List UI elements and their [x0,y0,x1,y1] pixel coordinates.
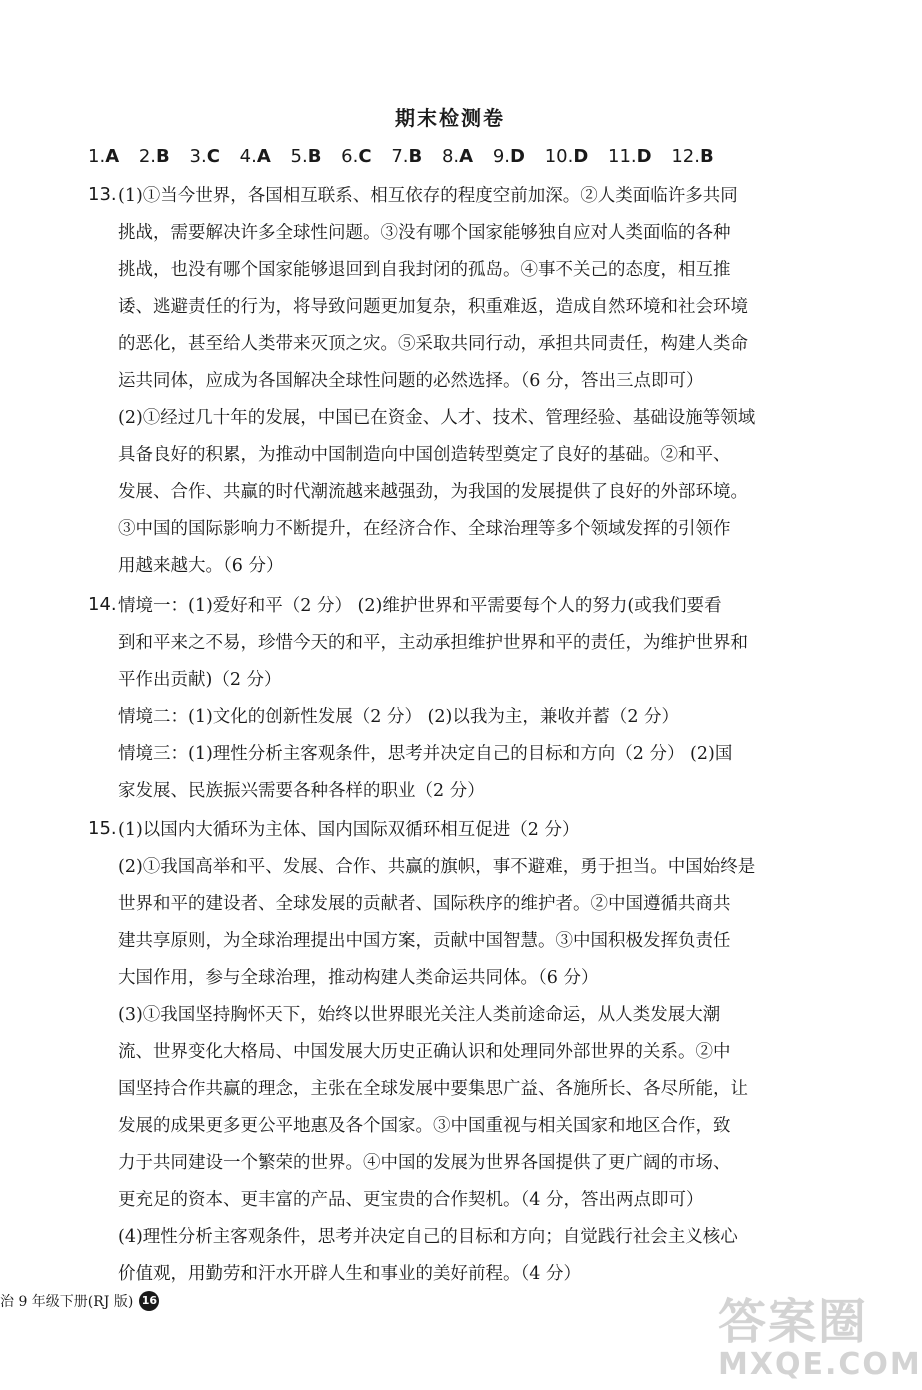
mc-item: 8.A [441,146,474,167]
multiple-choice-answers [88,146,728,167]
mc-item: 3.C [189,146,220,167]
page-number-badge: 16 [139,1291,159,1311]
answer-line: (2)①我国高举和平、发展、合作、共赢的旗帜，事不避难，勇于担当。中国始终是 [118,857,756,877]
question-number: 15. [88,818,117,839]
answer-line: ③中国的国际影响力不断提升，在经济合作、全球治理等多个领域发挥的引领作 [118,519,731,539]
answer-line: 诿、逃避责任的行为，将导致问题更加复杂，积重难返，造成自然环境和社会环境 [118,297,748,317]
answer-line: 发展的成果更多更公平地惠及各个国家。③中国重视与相关国家和地区合作，致 [118,1116,731,1136]
question-15 [88,812,848,1293]
mc-item: 5.B [290,146,322,167]
answer-line: (2)①经过几十年的发展，中国已在资金、人才、技术、管理经验、基础设施等领域 [118,408,756,428]
answer-line: (4)理性分析主客观条件，思考并决定自己的目标和方向；自觉践行社会主义核心 [118,1227,738,1247]
watermark-domain: MXQE.COM [718,1347,922,1382]
mc-item: 9.D [492,146,525,167]
question-15-answer [118,812,848,1293]
mc-item: 10.D [544,146,589,167]
question-14 [88,588,848,810]
question-number: 14. [88,594,117,615]
mc-item: 6.C [341,146,372,167]
answer-line: 挑战，需要解决许多全球性问题。③没有哪个国家能够独自应对人类面临的各种 [118,223,731,243]
question-13 [88,178,848,585]
answer-line: 挑战，也没有哪个国家能够退回到自我封闭的孤岛。④事不关己的态度，相互推 [118,260,731,280]
answer-line: 情境三：(1)理性分析主客观条件，思考并决定自己的目标和方向（2 分） (2)国 [118,744,733,764]
answer-line: (3)①我国坚持胸怀天下，始终以世界眼光关注人类前途命运，从人类发展大潮 [118,1005,721,1025]
mc-item: 7.B [391,146,423,167]
answer-line: 价值观，用勤劳和汗水开辟人生和事业的美好前程。（4 分） [118,1264,581,1284]
answer-line: 情境二：(1)文化的创新性发展（2 分） (2)以我为主，兼收并蓄（2 分） [118,707,680,727]
mc-item: 11.D [608,146,652,167]
answer-line: 流、世界变化大格局、中国发展大历史正确认识和处理同外部世界的关系。②中 [118,1042,731,1062]
answer-line: 平作出贡献)（2 分） [118,670,282,690]
answer-line: 更充足的资本、更丰富的产品、更宝贵的合作契机。（4 分，答出两点即可） [118,1190,704,1210]
answer-line: 运共同体，应成为各国解决全球性问题的必然选择。（6 分，答出三点即可） [118,371,704,391]
answer-line: 大国作用，参与全球治理，推动构建人类命运共同体。（6 分） [118,968,599,988]
answer-line: (1)以国内大循环为主体、国内国际双循环相互促进（2 分） [118,820,580,840]
answer-line: 的恶化，甚至给人类带来灭顶之灾。⑤采取共同行动，承担共同责任，构建人类命 [118,334,748,354]
mc-item: 1.A [88,146,120,167]
mc-item: 4.A [239,146,271,167]
answer-line: 国坚持合作共赢的理念，主张在全球发展中要集思广益、各施所长、各尽所能，让 [118,1079,748,1099]
mc-item: 2.B [138,146,170,167]
answer-line: 家发展、民族振兴需要各种各样的职业（2 分） [118,781,485,801]
watermark-text: 答案圈 [718,1294,869,1350]
page-footer [0,1291,159,1311]
answer-line: 具备良好的积累，为推动中国制造向中国创造转型奠定了良好的基础。②和平、 [118,445,731,465]
answer-line: 世界和平的建设者、全球发展的贡献者、国际秩序的维护者。②中国遵循共商共 [118,894,731,914]
question-number: 13. [88,184,117,205]
book-info: 治 9 年级下册(RJ 版) [0,1294,134,1310]
answer-line: 到和平来之不易，珍惜今天的和平，主动承担维护世界和平的责任，为维护世界和 [118,633,748,653]
answer-line: 情境一：(1)爱好和平（2 分） (2)维护世界和平需要每个人的努力(或我们要看 [118,596,722,616]
answer-line: 力于共同建设一个繁荣的世界。④中国的发展为世界各国提供了更广阔的市场、 [118,1153,731,1173]
answer-line: 发展、合作、共赢的时代潮流越来越强劲，为我国的发展提供了良好的外部环境。 [118,482,748,502]
answer-line: 建共享原则，为全球治理提出中国方案，贡献中国智慧。③中国积极发挥负责任 [118,931,731,951]
watermark-logo [718,1296,922,1382]
question-13-answer [118,178,848,585]
page-title: 期末检测卷 [395,106,505,130]
question-14-answer [118,588,848,810]
answer-line: 用越来越大。（6 分） [118,556,284,576]
mc-item: 12.B [671,146,714,167]
answer-line: (1)①当今世界，各国相互联系、相互依存的程度空前加深。②人类面临许多共同 [118,186,738,206]
